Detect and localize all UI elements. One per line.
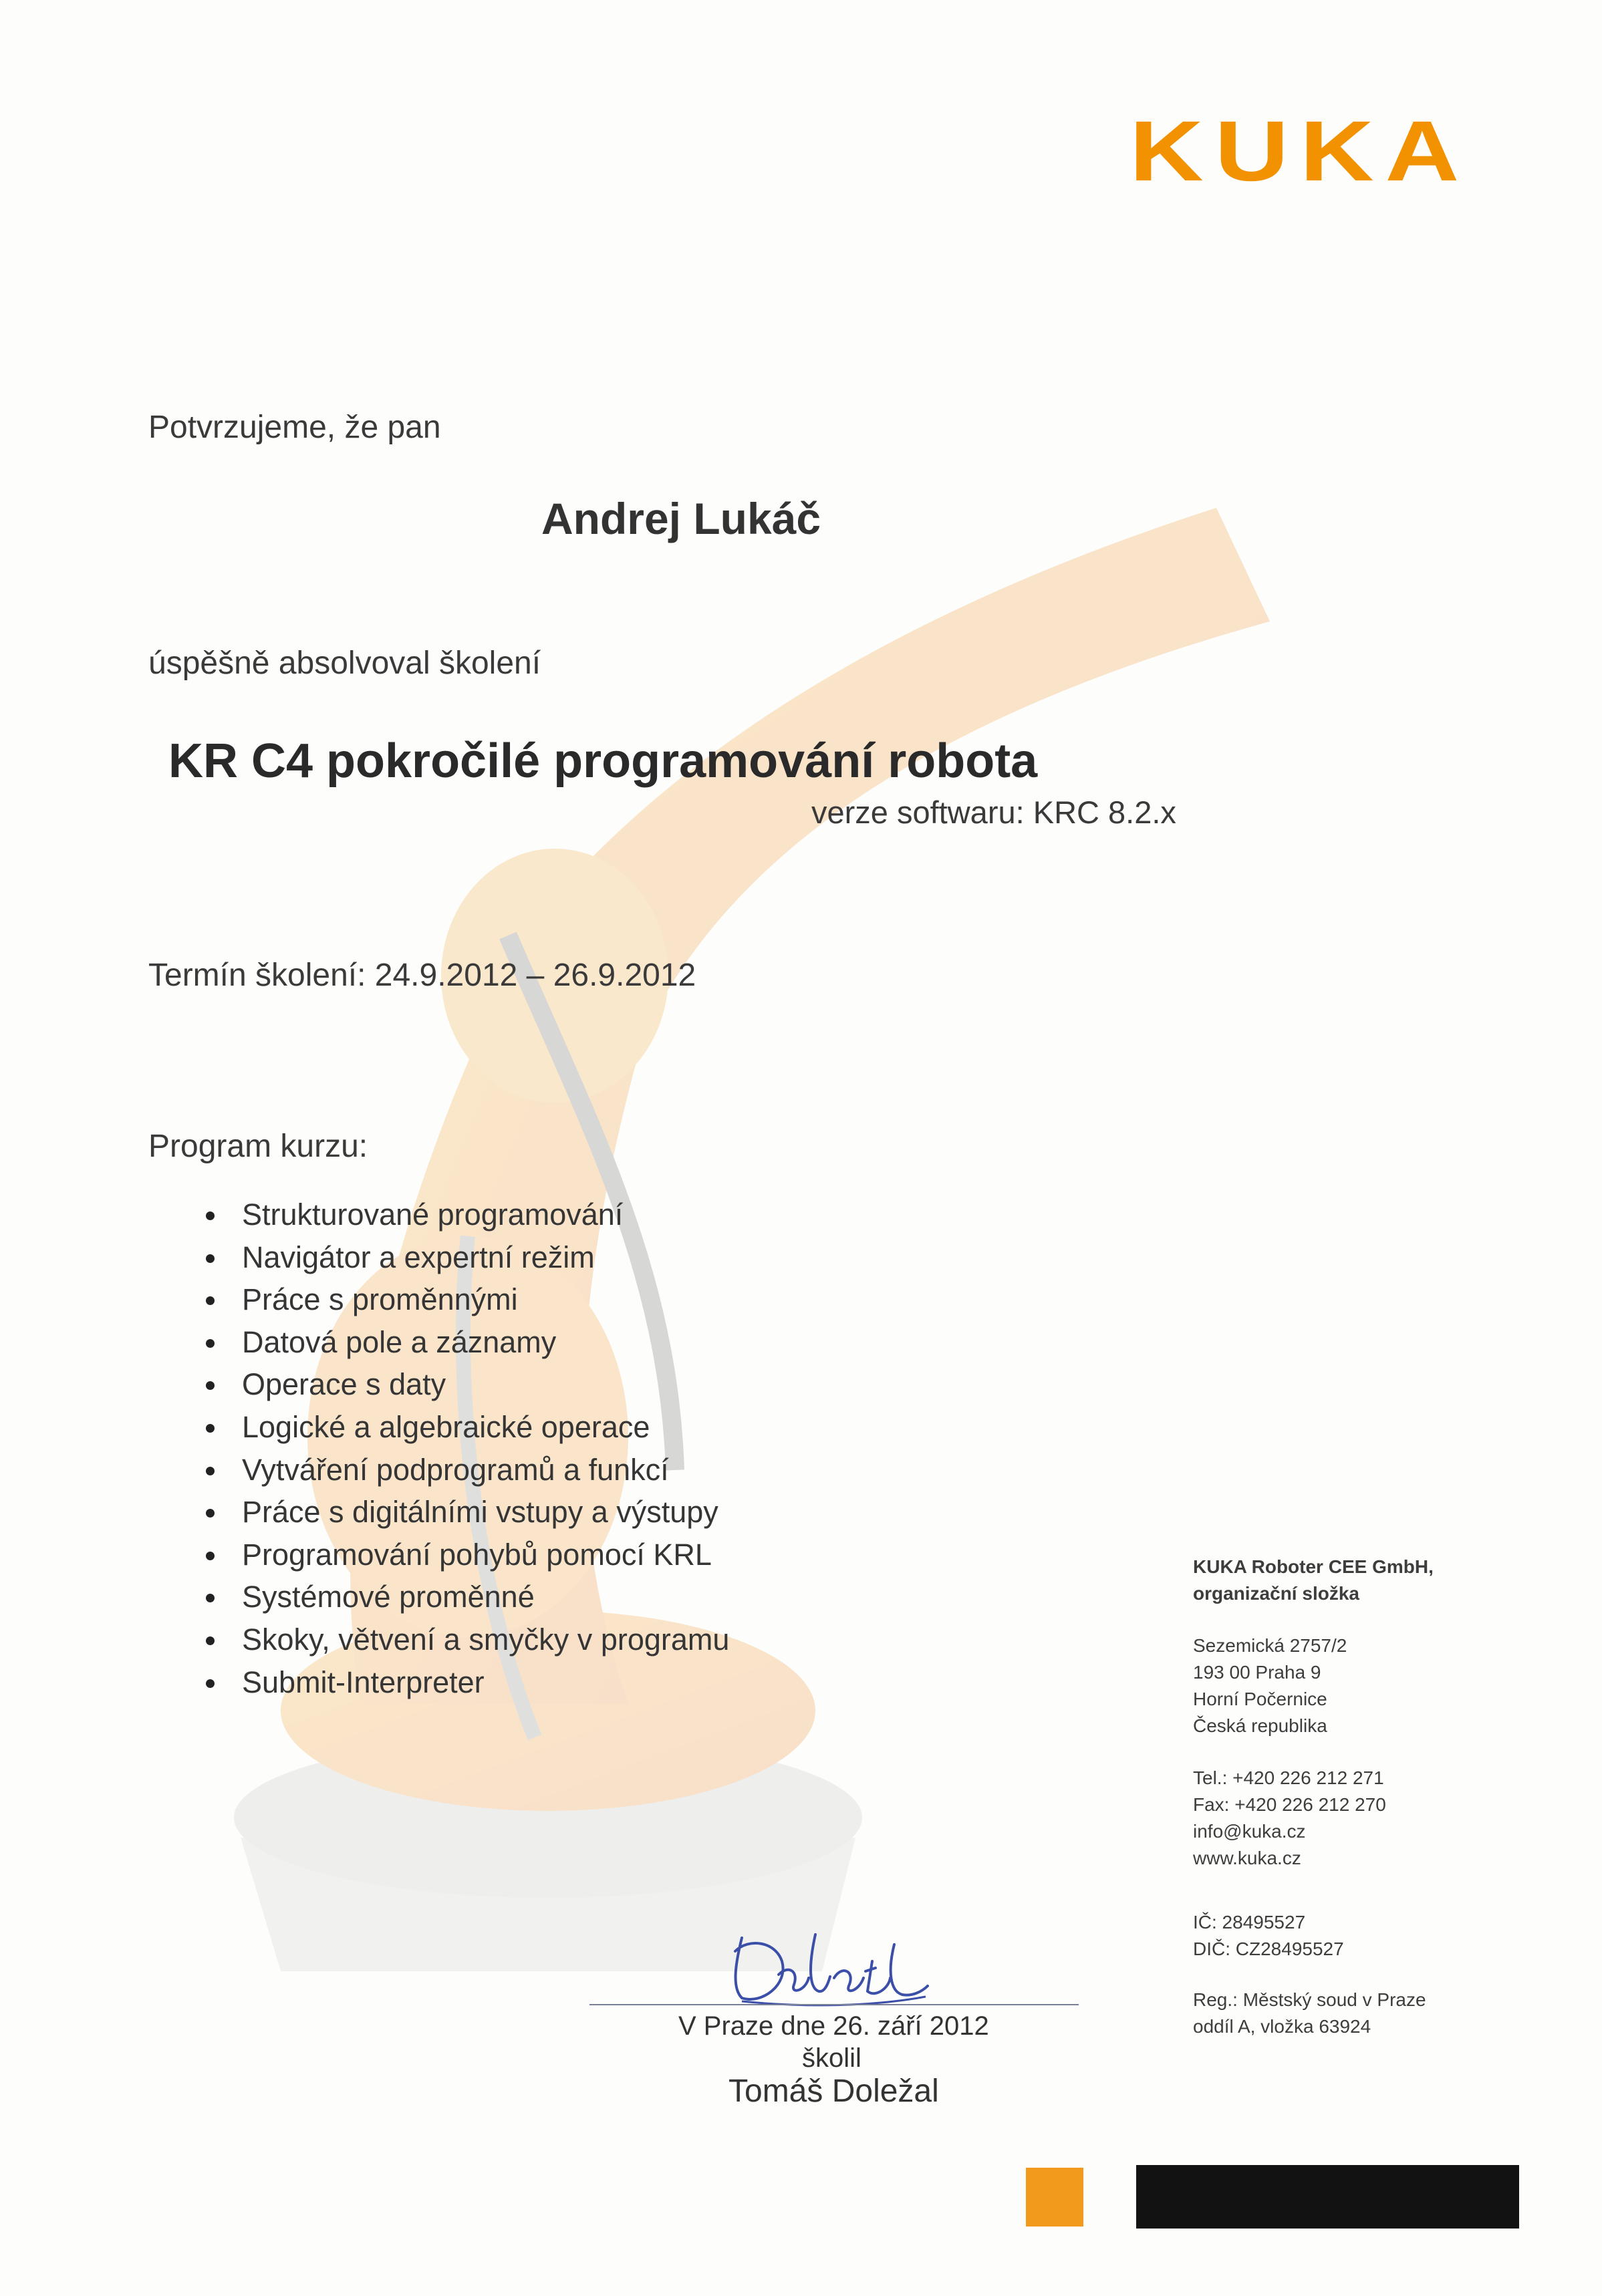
list-item: Submit-Interpreter — [201, 1661, 729, 1704]
website: www.kuka.cz — [1193, 1848, 1301, 1868]
list-item: Vytváření podprogramů a funkcí — [201, 1449, 729, 1491]
company-name: KUKA Roboter CEE GmbH, — [1193, 1556, 1434, 1577]
kuka-logo — [1129, 114, 1477, 194]
signature-role: školil — [802, 2043, 861, 2073]
intro-text: Potvrzujeme, že pan — [148, 410, 441, 445]
list-item: Navigátor a expertní režim — [201, 1236, 729, 1279]
email: info@kuka.cz — [1193, 1821, 1306, 1842]
svg-text:KUKA: KUKA — [1129, 114, 1470, 194]
vat-id: DIČ: CZ28495527 — [1193, 1939, 1344, 1959]
company-id: IČ: 28495527 — [1193, 1912, 1306, 1932]
list-item: Strukturované programování — [201, 1193, 729, 1236]
list-item: Práce s digitálními vstupy a výstupy — [201, 1491, 729, 1534]
registration: Reg.: Městský soud v Praze — [1193, 1989, 1426, 2010]
phone: Tel.: +420 226 212 271 — [1193, 1767, 1384, 1788]
list-item: Systémové proměnné — [201, 1576, 729, 1618]
redacted-bar — [1136, 2165, 1519, 2229]
handwritten-signature — [715, 1924, 929, 2011]
recipient-name: Andrej Lukáč — [541, 494, 821, 543]
list-item: Logické a algebraické operace — [201, 1406, 729, 1449]
program-heading: Program kurzu: — [148, 1129, 368, 1164]
registration: oddíl A, vložka 63924 — [1193, 2016, 1371, 2037]
completion-text: úspěšně absolvoval školení — [148, 645, 541, 681]
software-version: verze softwaru: KRC 8.2.x — [811, 795, 1176, 830]
orange-accent-square — [1026, 2168, 1083, 2227]
address-line: 193 00 Praha 9 — [1193, 1662, 1321, 1683]
company-info — [1193, 1554, 1434, 2040]
course-title: KR C4 pokročilé programování robota — [168, 734, 1038, 788]
company-branch: organizační složka — [1193, 1583, 1359, 1604]
address-line: Sezemická 2757/2 — [1193, 1635, 1347, 1656]
address-line: Česká republika — [1193, 1715, 1327, 1736]
signature-place-date: V Praze dne 26. září 2012 — [678, 2011, 989, 2041]
list-item: Datová pole a záznamy — [201, 1321, 729, 1364]
signer-name: Tomáš Doležal — [728, 2073, 939, 2109]
signature-line — [589, 2004, 1079, 2005]
list-item: Programování pohybů pomocí KRL — [201, 1534, 729, 1576]
list-item: Operace s daty — [201, 1363, 729, 1406]
training-term: Termín školení: 24.9.2012 – 26.9.2012 — [148, 958, 696, 993]
address-line: Horní Počernice — [1193, 1689, 1327, 1709]
list-item: Skoky, větvení a smyčky v programu — [201, 1618, 729, 1661]
list-item: Práce s proměnnými — [201, 1278, 729, 1321]
fax: Fax: +420 226 212 270 — [1193, 1794, 1386, 1815]
program-list — [201, 1193, 729, 1703]
